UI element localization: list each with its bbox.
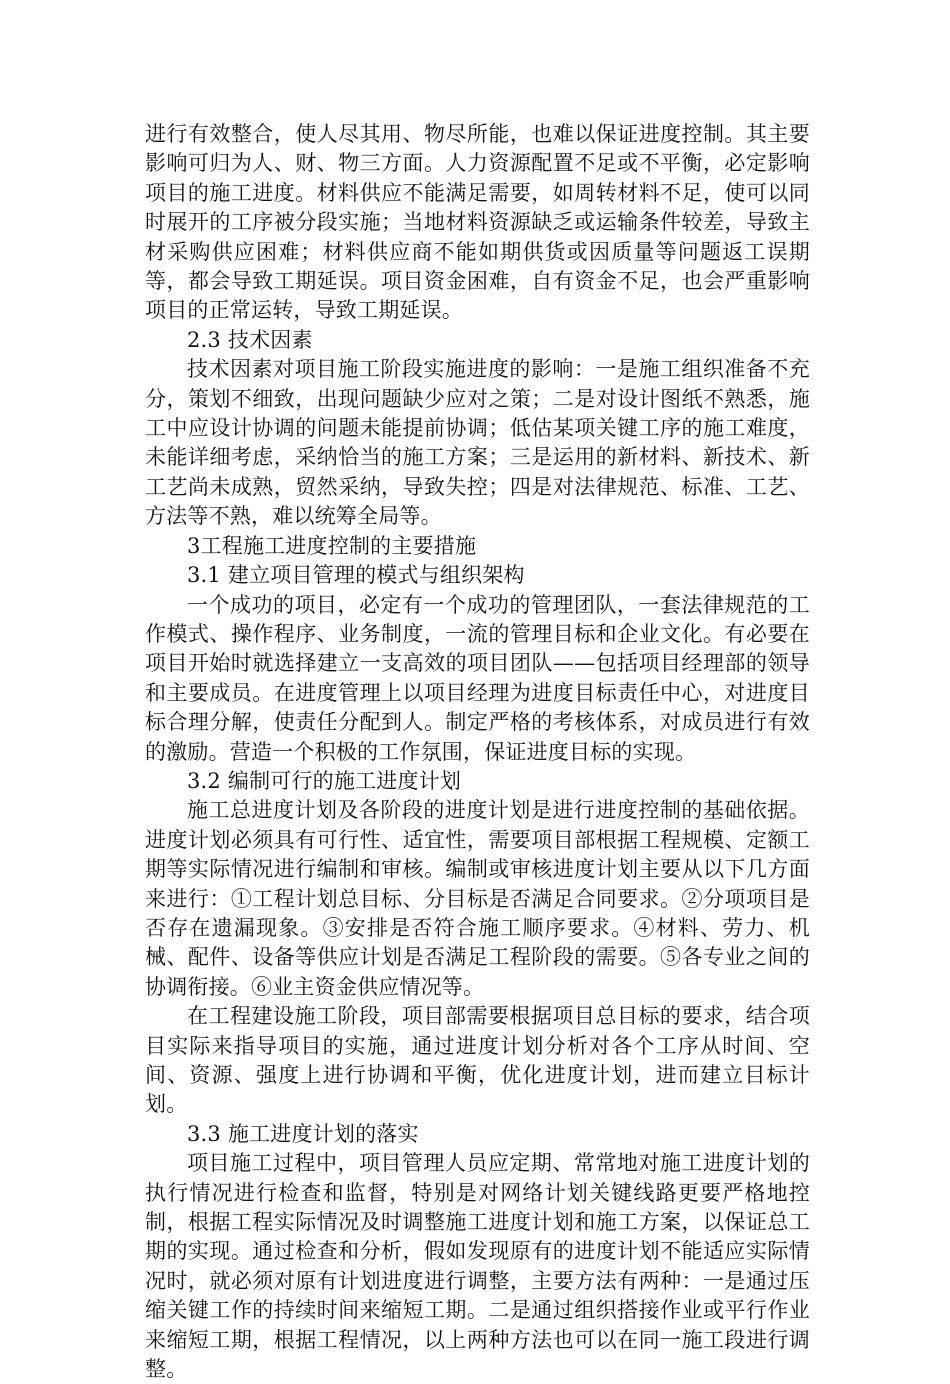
- paragraph-plan-implementation: 项目施工过程中，项目管理人员应定期、常常地对施工进度计划的执行情况进行检查和监督，特别是对网络计划关键线路更要严格地控制，根据工程实际情况及时调整施工进度计划和施工方案，以保证总工期的实现。通过检查和分析，假如发现原有的进度计划不能适应实际情况时，就必须对原有计划进度进行调整，主要方法有两种：一是通过压缩关键工作的持续时间来缩短工期。二是通过组织搭接作业或平行作业来缩短工期，根据工程情况，以上两种方法也可以在同一施工段进行调整。: [145, 1151, 810, 1382]
- heading-3-main-measures: 3工程施工进度控制的主要措施: [187, 533, 477, 558]
- paragraph-schedule-plan: 施工总进度计划及各阶段的进度计划是进行进度控制的基础依据。进度计划必须具有可行性、适宜性，需要项目部根据工程规模、定额工期等实际情况进行编制和审核。编制或审核进度计划主要从以下几方面来进行：①工程计划总目标、分目标是否满足合同要求。②分项项目是否存在遗漏现象。③安排是否符合施工顺序要求。④材料、劳力、机械、配件、设备等供应计划是否满足工程阶段的需要。⑤各专业之间的协调衔接。⑥业主资金供应情况等。: [145, 798, 810, 999]
- heading-2-3-technical-factors: 2.3 技术因素: [187, 327, 313, 352]
- paragraph-construction-stage: 在工程建设施工阶段，项目部需要根据项目总目标的要求，结合项目实际来指导项目的实施，通过进度计划分析对各个工序从时间、空间、资源、强度上进行协调和平衡，优化进度计划，进而建立目标计划。: [145, 1004, 810, 1117]
- paragraph-technical-factors: 技术因素对项目施工阶段实施进度的影响：一是施工组织准备不充分，策划不细致，出现问题缺少应对之策；二是对设计图纸不熟悉，施工中应设计协调的问题未能提前协调；低估某项关键工序的施工难度，未能详细考虑，采纳恰当的施工方案；三是运用的新材料、新技术、新工艺尚未成熟，贸然采纳，导致失控；四是对法律规范、标准、工艺、方法等不熟，难以统筹全局等。: [145, 357, 810, 529]
- heading-3-3-plan-implementation: 3.3 施工进度计划的落实: [187, 1121, 419, 1146]
- document-body: [145, 120, 810, 1384]
- paragraph-resource-factors-cont: 进行有效整合，使人尽其用、物尽所能，也难以保证进度控制。其主要影响可归为人、财、物三方面。人力资源配置不足或不平衡，必定影响项目的施工进度。材料供应不能满足需要，如周转材料不足，使可以同时展开的工序被分段实施；当地材料资源缺乏或运输条件较差，导致主材采购供应困难；材料供应商不能如期供货或因质量等问题返工误期等，都会导致工期延误。项目资金困难，自有资金不足，也会严重影响项目的正常运转，导致工期延误。: [145, 122, 810, 323]
- paragraph-management-team: 一个成功的项目，必定有一个成功的管理团队，一套法律规范的工作模式、操作程序、业务制度，一流的管理目标和企业文化。有必要在项目开始时就选择建立一支高效的项目团队——包括项目经理部的领导和主要成员。在进度管理上以项目经理为进度目标责任中心，对进度目标合理分解，使责任分配到人。制定严格的考核体系，对成员进行有效的激励。营造一个积极的工作氛围，保证进度目标的实现。: [145, 592, 810, 764]
- heading-3-2-schedule-plan: 3.2 编制可行的施工进度计划: [187, 768, 462, 793]
- heading-3-1-management-model: 3.1 建立项目管理的模式与组织架构: [187, 563, 525, 588]
